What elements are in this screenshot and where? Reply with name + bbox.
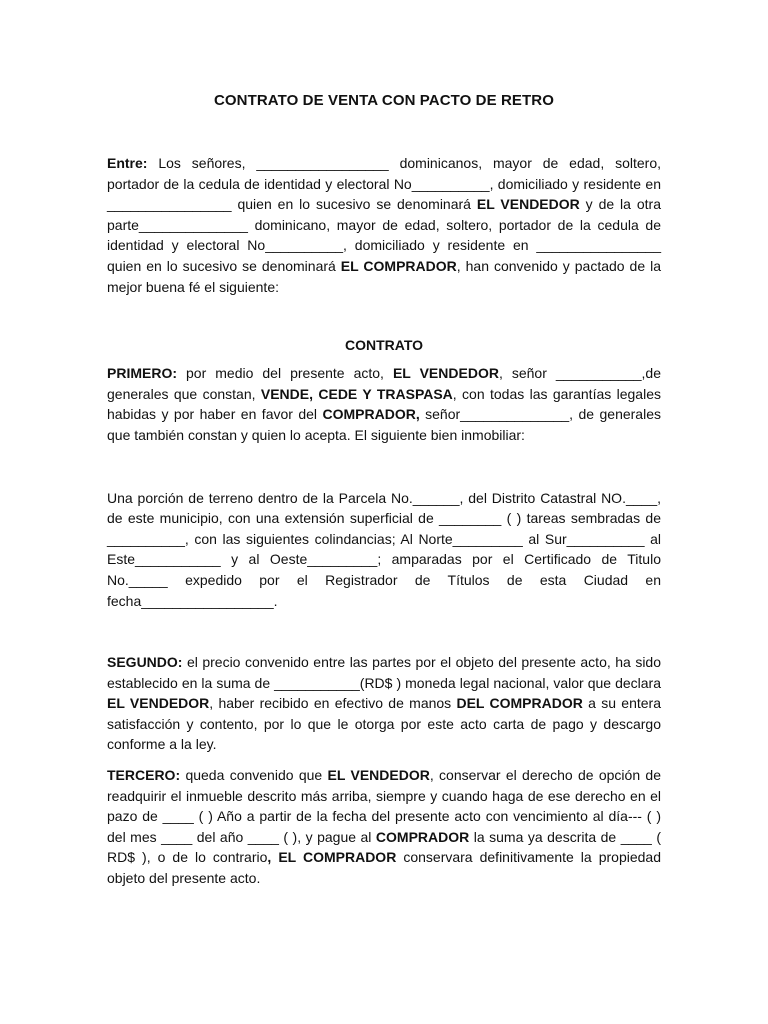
text-span: el precio convenido entre las partes por el objeto del presente acto, ha sido establecido en la suma de ___________(RD$ ) moneda legal nacional, valor que declara — [107, 654, 661, 691]
text-span: queda convenido que — [180, 767, 328, 784]
text-span: por medio del presente acto, — [177, 365, 393, 382]
text-span: Los señores, _________________ dominicanos, mayor de edad, soltero, portador de la cedula de identidad y electoral No__________, domiciliado y residente en ________________ quien en lo sucesivo se denominará — [107, 155, 661, 213]
party-buyer: EL COMPRADOR — [340, 257, 457, 274]
party-seller: EL VENDEDOR — [392, 365, 499, 382]
text-span: conservara definitivamente la propiedad objeto del presente acto. — [107, 849, 661, 887]
party-buyer: COMPRADOR, — [322, 406, 420, 423]
text-span: , haber recibido en efectivo de manos — [209, 695, 457, 712]
party-seller: EL VENDEDOR — [476, 196, 580, 213]
text-span: , han convenido y pactado de la mejor buena fé el siguiente: — [107, 257, 661, 295]
transfer-phrase: VENDE, CEDE Y TRASPASA — [260, 385, 453, 402]
document-title: CONTRATO DE VENTA CON PACTO DE RETRO — [213, 92, 554, 109]
clause-segundo — [107, 652, 661, 755]
property-description: Una porción de terreno dentro de la Parcela No.______, del Distrito Catastral NO.____, de este municipio, con una extensión superficial de ________ ( ) tareas sembradas de __________, con las siguientes colindancias; Al Norte_________ al Sur__________ al Este___________ y al Oeste_________; amparadas por el Certificado de Titulo No._____ expedido por el Registrador de Títulos de esta Ciudad en fecha_________________. — [107, 489, 661, 609]
party-buyer: COMPRADOR — [375, 828, 470, 845]
intro-label: Entre: — [107, 155, 148, 171]
clause-label: TERCERO: — [107, 767, 181, 784]
party-buyer: DEL COMPRADOR — [456, 695, 583, 712]
text-span: señor______________, de generales que también constan y quien lo acepta. El siguiente bien inmobiliar: — [107, 406, 661, 443]
clause-tercero — [107, 765, 661, 889]
clause-label: SEGUNDO: — [107, 654, 183, 671]
section-heading: CONTRATO — [344, 337, 424, 354]
intro-paragraph — [107, 153, 661, 297]
party-seller: EL VENDEDOR — [107, 695, 210, 712]
text-span: a su entera satisfacción y contento, por lo que le otorga por este acto carta de pago y descargo conforme a la ley. — [107, 695, 662, 753]
clause-primero — [107, 363, 661, 445]
clause-label: PRIMERO: — [107, 365, 177, 382]
text-span: y de la otra parte______________ dominicano, mayor de edad, soltero, portador de la cedula de identidad y electoral No__________, domiciliado y residente en ________________ quien en lo sucesivo se denominará — [107, 196, 661, 274]
text-span: , conservar el derecho de opción de readquirir el inmueble descrito más arriba, siempre y cuando haga de ese derecho en el pazo de ____ ( ) Año a partir de la fecha del presente acto con vencimiento al día--- ( ) del mes ____ del año ____ ( ), y pague al — [107, 767, 662, 845]
party-seller: EL VENDEDOR — [327, 767, 430, 784]
text-span: , con todas las garantías legales habidas y por haber en favor del — [107, 385, 661, 423]
document-page — [107, 92, 661, 889]
text-span: la suma ya descrita de ____ ( RD$ ), o de lo contrario — [107, 828, 661, 866]
party-buyer: , EL COMPRADOR — [267, 849, 397, 866]
text-span: , señor ___________,de generales que constan, — [107, 365, 661, 402]
